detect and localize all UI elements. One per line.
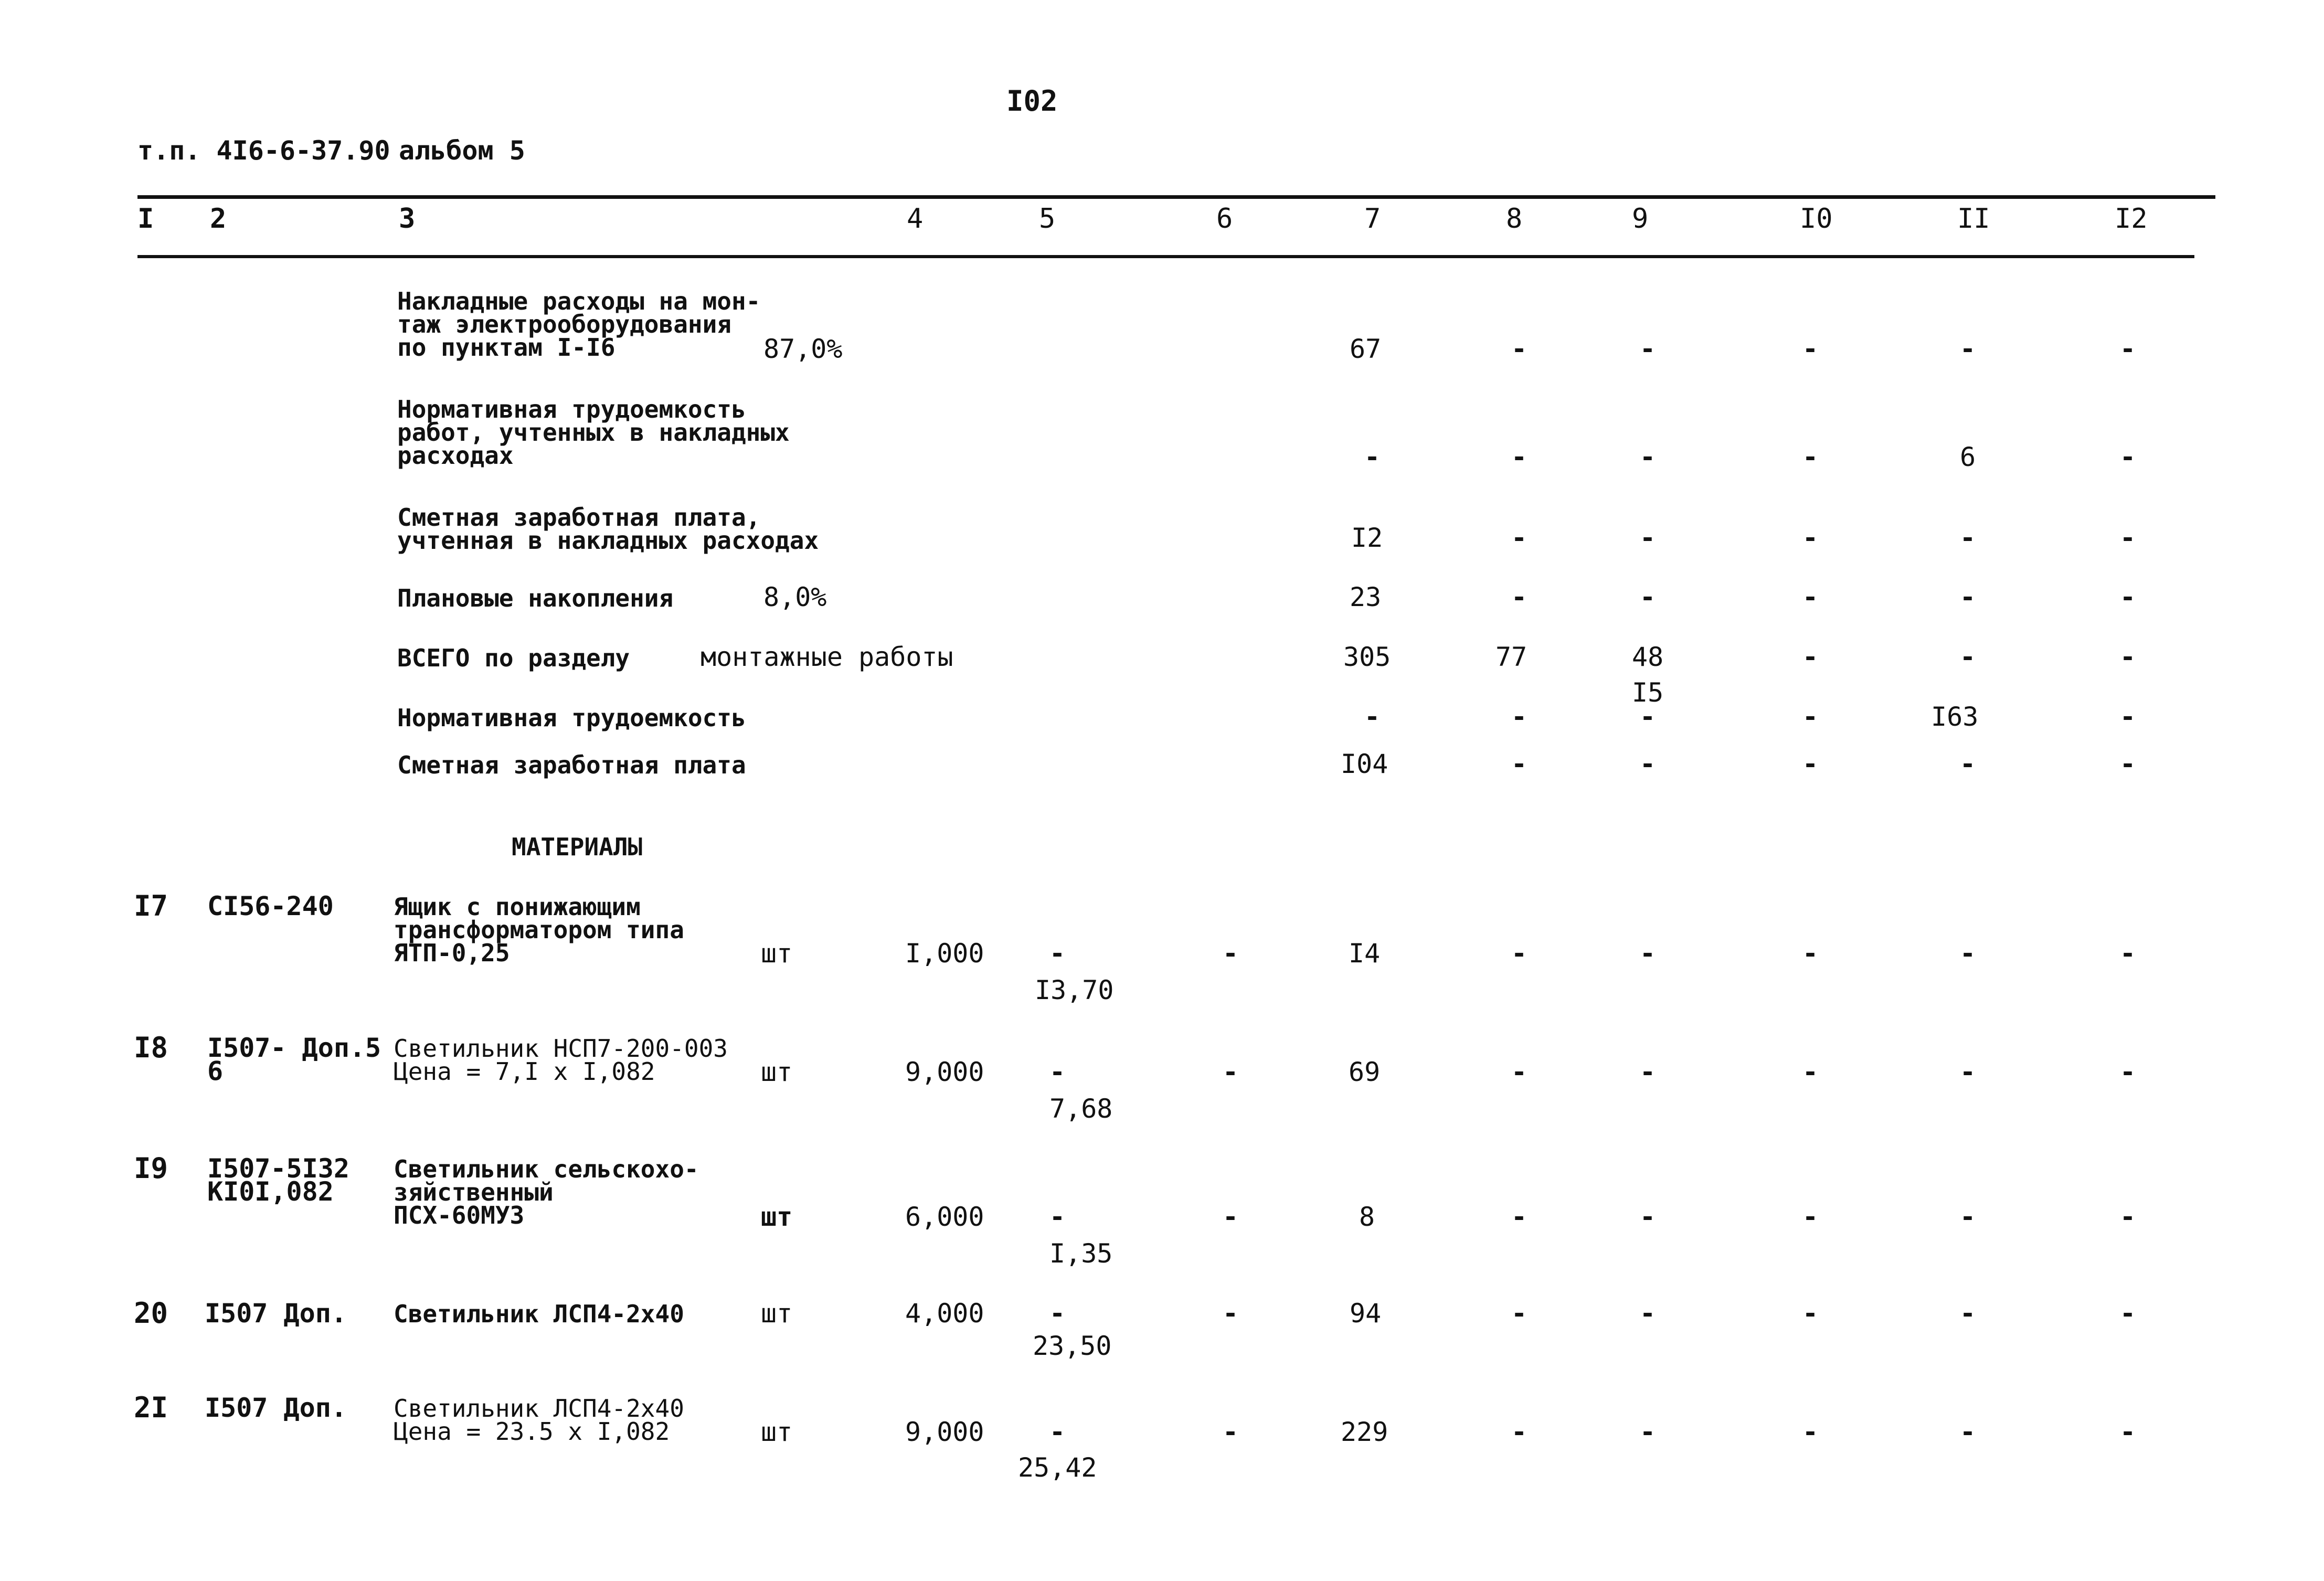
row-20-unit: шт bbox=[761, 1298, 793, 1329]
row-20-c9: - bbox=[1640, 1298, 1656, 1329]
wage-c8: - bbox=[1511, 749, 1527, 779]
wage-c11: - bbox=[1960, 749, 1976, 779]
total-c11: - bbox=[1960, 642, 1976, 672]
overhead-rate: 87,0% bbox=[763, 334, 843, 364]
total-c8: 77 bbox=[1495, 642, 1527, 672]
row-19-c8: - bbox=[1511, 1202, 1527, 1232]
row-18-c7: 69 bbox=[1349, 1057, 1381, 1087]
row-17-c5: - bbox=[1049, 938, 1066, 969]
labor-overhead-c11: 6 bbox=[1960, 442, 1976, 472]
row-21-c7: 229 bbox=[1341, 1417, 1388, 1447]
overhead-label-2: таж электрооборудования bbox=[397, 310, 731, 338]
row-19-desc-1: Светильник сельскохо- bbox=[394, 1155, 699, 1183]
row-19-c12: - bbox=[2120, 1202, 2136, 1232]
overhead-c9: - bbox=[1640, 334, 1656, 364]
row-17-c7: I4 bbox=[1349, 938, 1381, 969]
col-header-9: 9 bbox=[1632, 203, 1649, 235]
row-18-c12: - bbox=[2120, 1057, 2136, 1087]
row-19-unit: шт bbox=[761, 1202, 793, 1232]
row-19-desc-2: зяйственный bbox=[394, 1178, 554, 1206]
row-20-c8: - bbox=[1511, 1298, 1527, 1329]
doc-ref: т.п. 4I6-6-37.90 bbox=[137, 135, 390, 166]
row-19-num: I9 bbox=[134, 1152, 168, 1185]
labor-overhead-label-2: работ, учтенных в накладных bbox=[397, 418, 790, 447]
row-17-c5-price: I3,70 bbox=[1035, 975, 1114, 1005]
row-18-code-2: 6 bbox=[207, 1056, 224, 1086]
labor-c11: I63 bbox=[1931, 702, 1979, 732]
labor-c8: - bbox=[1511, 702, 1527, 732]
planned-c8: - bbox=[1511, 582, 1527, 612]
row-17-c6: - bbox=[1223, 938, 1239, 969]
row-21-c9: - bbox=[1640, 1417, 1656, 1447]
row-20-c5-price: 23,50 bbox=[1033, 1331, 1112, 1361]
row-18-c5-price: 7,68 bbox=[1049, 1094, 1113, 1124]
overhead-c11: - bbox=[1960, 334, 1976, 364]
col-header-7: 7 bbox=[1364, 203, 1381, 235]
overhead-c8: - bbox=[1511, 334, 1527, 364]
col-header-1: I bbox=[137, 203, 154, 235]
row-18-desc-2: Цена = 7,I x I,082 bbox=[394, 1057, 655, 1086]
row-18-qty: 9,000 bbox=[905, 1057, 984, 1087]
row-19-code-2: KI0I,082 bbox=[207, 1176, 334, 1207]
row-17-num: I7 bbox=[134, 889, 168, 922]
labor-overhead-c8: - bbox=[1511, 442, 1527, 472]
row-18-code-1: I507- Доп.5 bbox=[207, 1033, 381, 1063]
row-17-desc-1: Ящик с понижающим bbox=[394, 893, 641, 921]
labor-c7: - bbox=[1364, 702, 1381, 732]
overhead-c12: - bbox=[2120, 334, 2136, 364]
wage-c10: - bbox=[1802, 749, 1819, 779]
labor-overhead-c9: - bbox=[1640, 442, 1656, 472]
overhead-c7: 67 bbox=[1350, 334, 1382, 364]
row-21-c11: - bbox=[1960, 1417, 1976, 1447]
row-21-c6: - bbox=[1223, 1417, 1239, 1447]
wage-overhead-c10: - bbox=[1802, 523, 1819, 553]
row-18-num: I8 bbox=[134, 1031, 168, 1064]
row-20-c6: - bbox=[1223, 1298, 1239, 1329]
planned-c12: - bbox=[2120, 582, 2136, 612]
col-header-6: 6 bbox=[1216, 203, 1233, 235]
header-rule-bottom bbox=[137, 255, 2194, 258]
row-17-c8: - bbox=[1511, 938, 1527, 969]
planned-c11: - bbox=[1960, 582, 1976, 612]
total-c10: - bbox=[1802, 642, 1819, 672]
row-17-c10: - bbox=[1802, 938, 1819, 969]
labor-label: Нормативная трудоемкость bbox=[397, 704, 746, 732]
total-c7: 305 bbox=[1343, 642, 1391, 672]
row-20-num: 20 bbox=[134, 1297, 168, 1330]
row-21-c12: - bbox=[2120, 1417, 2136, 1447]
row-18-c5: - bbox=[1049, 1057, 1066, 1087]
row-21-unit: шт bbox=[761, 1417, 793, 1447]
labor-overhead-c12: - bbox=[2120, 442, 2136, 472]
row-19-desc-3: ПСХ-60МУ3 bbox=[394, 1201, 525, 1229]
planned-rate: 8,0% bbox=[763, 582, 827, 612]
total-label: ВСЕГО по разделу bbox=[397, 644, 630, 672]
col-header-11: II bbox=[1957, 203, 1990, 235]
row-19-c5: - bbox=[1049, 1202, 1066, 1232]
row-18-c11: - bbox=[1960, 1057, 1976, 1087]
planned-c7: 23 bbox=[1350, 582, 1382, 612]
row-20-qty: 4,000 bbox=[905, 1298, 984, 1329]
row-21-qty: 9,000 bbox=[905, 1417, 984, 1447]
row-20-desc-1: Светильник ЛСП4-2x40 bbox=[394, 1300, 684, 1328]
row-19-c9: - bbox=[1640, 1202, 1656, 1232]
labor-overhead-c7: - bbox=[1364, 442, 1381, 472]
labor-c10: - bbox=[1802, 702, 1819, 732]
labor-overhead-label-3: расходах bbox=[397, 441, 514, 470]
col-header-12: I2 bbox=[2115, 203, 2148, 235]
row-18-c10: - bbox=[1802, 1057, 1819, 1087]
row-18-c9: - bbox=[1640, 1057, 1656, 1087]
row-17-c11: - bbox=[1960, 938, 1976, 969]
labor-overhead-c10: - bbox=[1802, 442, 1819, 472]
labor-c12: - bbox=[2120, 702, 2136, 732]
row-21-c10: - bbox=[1802, 1417, 1819, 1447]
planned-c9: - bbox=[1640, 582, 1656, 612]
row-17-qty: I,000 bbox=[905, 938, 984, 969]
row-17-unit: шт bbox=[761, 938, 793, 969]
col-header-2: 2 bbox=[210, 203, 227, 235]
overhead-label-3: по пунктам I-I6 bbox=[397, 333, 616, 362]
row-19-c11: - bbox=[1960, 1202, 1976, 1232]
wage-overhead-c12: - bbox=[2120, 523, 2136, 553]
row-21-desc-2: Цена = 23.5 x I,082 bbox=[394, 1417, 670, 1446]
col-header-3: 3 bbox=[399, 203, 416, 235]
wage-overhead-label-2: учтенная в накладных расходах bbox=[397, 526, 819, 555]
total-sub-label: монтажные работы bbox=[701, 642, 953, 672]
col-header-8: 8 bbox=[1506, 203, 1523, 235]
wage-overhead-c9: - bbox=[1640, 523, 1656, 553]
album-label: альбом 5 bbox=[399, 135, 525, 166]
section-title-materials: МАТЕРИАЛЫ bbox=[512, 833, 643, 861]
row-19-c5-price: I,35 bbox=[1049, 1238, 1113, 1269]
row-20-c7: 94 bbox=[1350, 1298, 1382, 1329]
row-21-c5-price: 25,42 bbox=[1018, 1452, 1097, 1483]
row-19-c10: - bbox=[1802, 1202, 1819, 1232]
row-18-c6: - bbox=[1223, 1057, 1239, 1087]
col-header-5: 5 bbox=[1039, 203, 1056, 235]
col-header-10: I0 bbox=[1800, 203, 1833, 235]
row-21-code: I507 Доп. bbox=[205, 1393, 347, 1423]
wage-label: Сметная заработная плата bbox=[397, 751, 746, 779]
row-17-c9: - bbox=[1640, 938, 1656, 969]
planned-label: Плановые накопления bbox=[397, 584, 674, 612]
row-20-c5: - bbox=[1049, 1298, 1066, 1329]
row-17-desc-2: трансформатором типа bbox=[394, 916, 684, 944]
overhead-c10: - bbox=[1802, 334, 1819, 364]
row-17-code: CI56-240 bbox=[207, 891, 334, 921]
labor-overhead-label-1: Нормативная трудоемкость bbox=[397, 395, 746, 423]
wage-overhead-c7: I2 bbox=[1351, 523, 1383, 553]
overhead-label-1: Накладные расходы на мон- bbox=[397, 287, 761, 315]
wage-c9: - bbox=[1640, 749, 1656, 779]
planned-c10: - bbox=[1802, 582, 1819, 612]
row-20-c10: - bbox=[1802, 1298, 1819, 1329]
row-20-c11: - bbox=[1960, 1298, 1976, 1329]
row-19-c6: - bbox=[1223, 1202, 1239, 1232]
wage-c12: - bbox=[2120, 749, 2136, 779]
row-20-code: I507 Доп. bbox=[205, 1298, 347, 1329]
page-number: I02 bbox=[1006, 84, 1058, 118]
row-18-c8: - bbox=[1511, 1057, 1527, 1087]
row-17-c12: - bbox=[2120, 938, 2136, 969]
wage-overhead-label-1: Сметная заработная плата, bbox=[397, 503, 761, 532]
row-19-qty: 6,000 bbox=[905, 1202, 984, 1232]
wage-overhead-c11: - bbox=[1960, 523, 1976, 553]
labor-c9: - bbox=[1640, 702, 1656, 732]
row-21-num: 2I bbox=[134, 1391, 168, 1424]
row-18-unit: шт bbox=[761, 1057, 793, 1087]
row-19-code-1: I507-5I32 bbox=[207, 1153, 349, 1184]
col-header-4: 4 bbox=[907, 203, 924, 235]
header-rule-top bbox=[137, 195, 2215, 199]
row-21-desc-1: Светильник ЛСП4-2x40 bbox=[394, 1394, 684, 1423]
row-17-desc-3: ЯТП-0,25 bbox=[394, 939, 510, 967]
row-21-c8: - bbox=[1511, 1417, 1527, 1447]
row-19-c7: 8 bbox=[1359, 1202, 1375, 1232]
wage-c7: I04 bbox=[1341, 749, 1388, 779]
wage-overhead-c8: - bbox=[1511, 523, 1527, 553]
row-21-c5: - bbox=[1049, 1417, 1066, 1447]
total-c9: 48 bbox=[1632, 642, 1664, 672]
row-20-c12: - bbox=[2120, 1298, 2136, 1329]
row-18-desc-1: Светильник НСП7-200-003 bbox=[394, 1034, 728, 1063]
total-c9-second: I5 bbox=[1632, 677, 1664, 708]
total-c12: - bbox=[2120, 642, 2136, 672]
